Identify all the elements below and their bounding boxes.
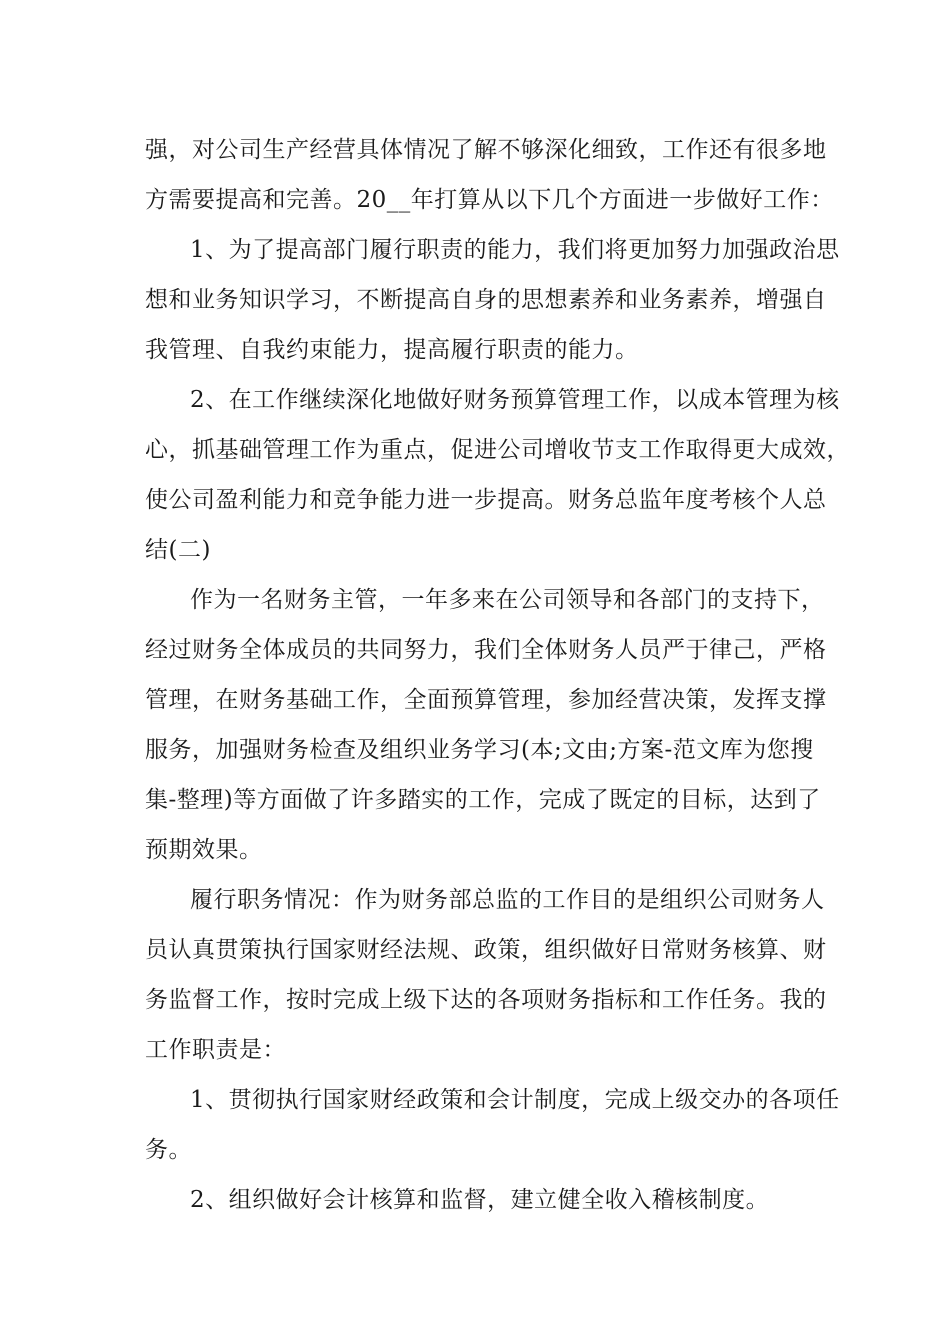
text-line: 务监督工作，按时完成上级下达的各项财务指标和工作任务。我的 [145,987,827,1013]
text-line: 务。 [145,1137,192,1163]
text-line: 心，抓基础管理工作为重点，促进公司增收节支工作取得更大成效， [145,437,850,463]
text-line: 集-整理)等方面做了许多踏实的工作，完成了既定的目标，达到了 [145,787,821,813]
text-line: 预期效果。 [145,837,263,863]
text-line: 2、组织做好会计核算和监督，建立健全收入稽核制度。 [190,1187,770,1213]
text-line: 员认真贯策执行国家财经法规、政策，组织做好日常财务核算、财 [145,937,827,963]
text-line: 想和业务知识学习，不断提高自身的思想素养和业务素养，增强自 [145,287,827,313]
text-line: 2、在工作继续深化地做好财务预算管理工作，以成本管理为核 [190,387,840,413]
text-line: 管理，在财务基础工作，全面预算管理，参加经营决策，发挥支撑 [145,687,827,713]
text-line: 工作职责是： [145,1037,286,1063]
text-line: 经过财务全体成员的共同努力，我们全体财务人员严于律己，严格 [145,637,827,663]
text-line: 我管理、自我约束能力，提高履行职责的能力。 [145,337,639,363]
text-line: 结(二) [145,537,211,563]
text-line: 方需要提高和完善。20__年打算从以下几个方面进一步做好工作： [145,187,834,213]
text-line: 1、贯彻执行国家财经政策和会计制度，完成上级交办的各项任 [190,1087,840,1113]
text-line: 作为一名财务主管，一年多来在公司领导和各部门的支持下， [190,587,825,613]
text-line: 1、为了提高部门履行职责的能力，我们将更加努力加强政治思 [190,237,840,263]
text-line: 强，对公司生产经营具体情况了解不够深化细致，工作还有很多地 [145,137,827,163]
text-line: 服务，加强财务检查及组织业务学习(本;文由;方案-范文库为您搜 [145,737,814,763]
text-line: 使公司盈利能力和竞争能力进一步提高。财务总监年度考核个人总 [145,487,827,513]
text-line: 履行职务情况：作为财务部总监的工作目的是组织公司财务人 [190,887,825,913]
